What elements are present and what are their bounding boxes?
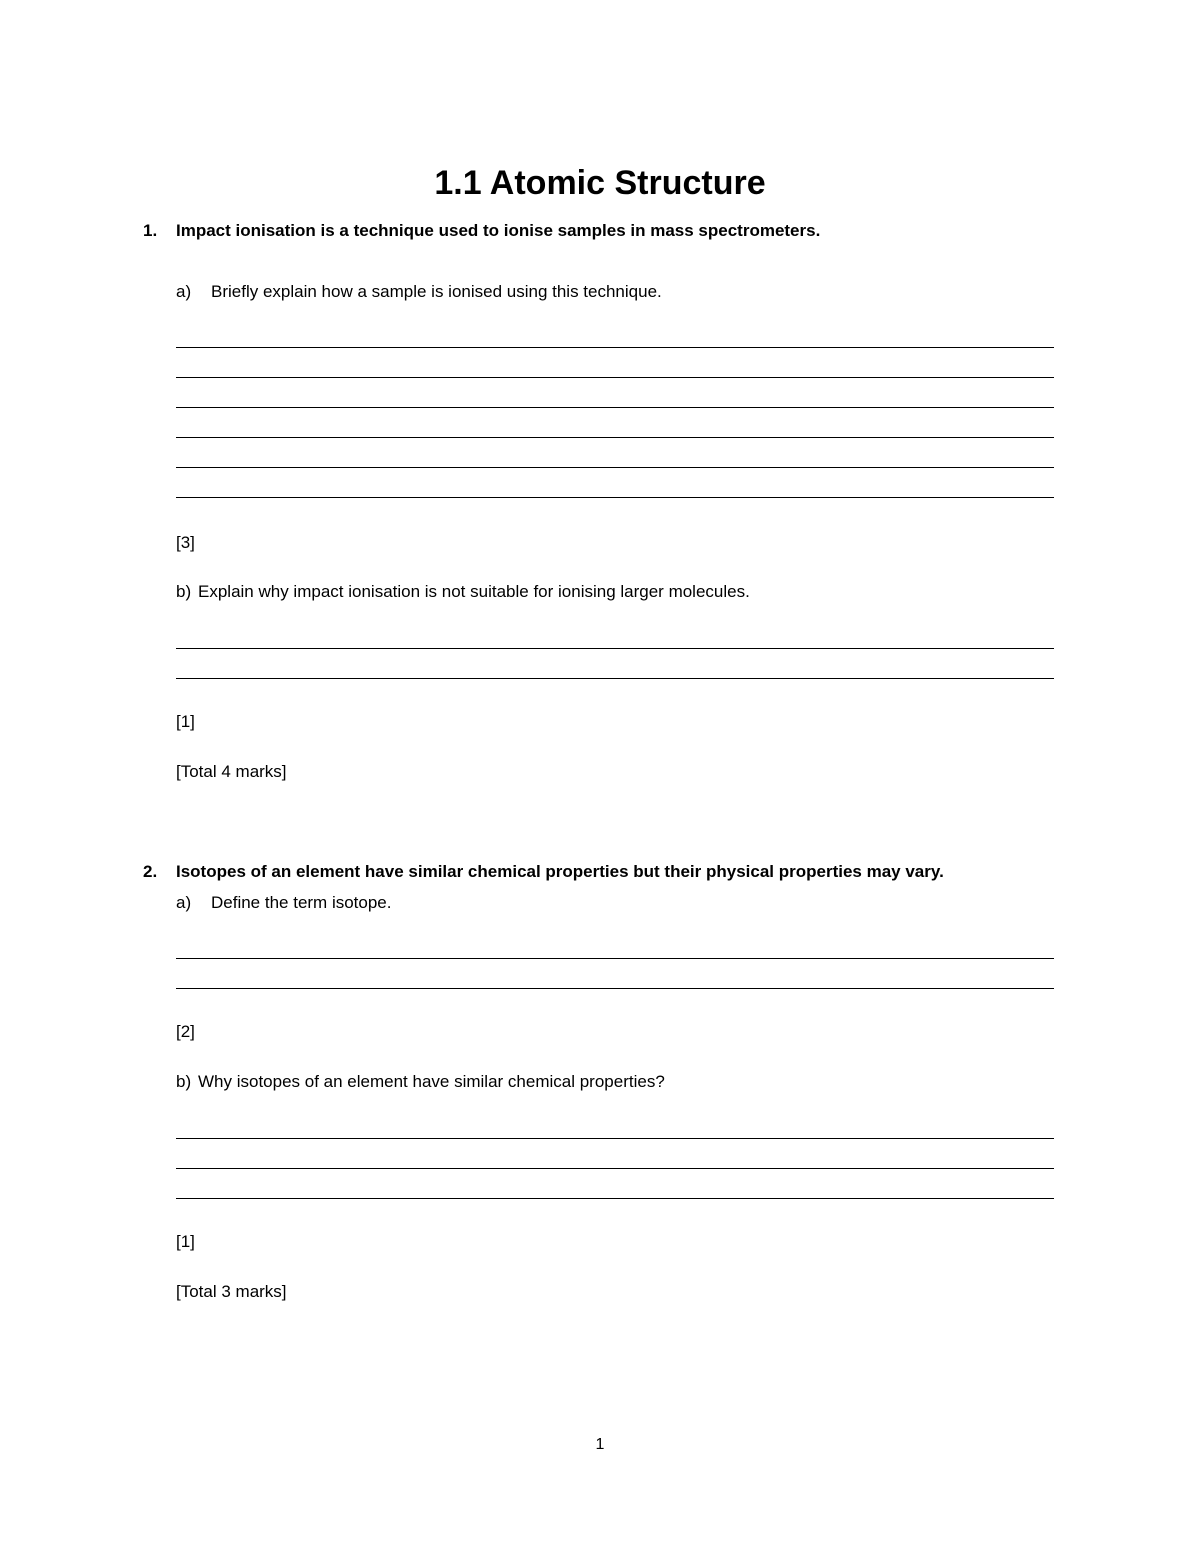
part-label: b) xyxy=(176,1072,192,1091)
answer-line[interactable] xyxy=(176,988,1054,989)
answer-line[interactable] xyxy=(176,347,1054,348)
page-number: 1 xyxy=(595,1436,605,1453)
answer-line[interactable] xyxy=(176,958,1054,959)
part-label: a) xyxy=(176,282,192,301)
answer-line[interactable] xyxy=(176,467,1054,468)
total-marks: [Total 4 marks] xyxy=(176,762,287,781)
question-stem: Isotopes of an element have similar chemical properties but their physical properties may vary. xyxy=(176,862,944,881)
part-label: b) xyxy=(176,582,192,601)
part-label: a) xyxy=(176,893,192,912)
answer-line[interactable] xyxy=(176,1198,1054,1199)
question-number: 2. xyxy=(143,862,158,881)
part-text: Briefly explain how a sample is ionised using this technique. xyxy=(211,282,662,301)
answer-line[interactable] xyxy=(176,437,1054,438)
question-stem: Impact ionisation is a technique used to ionise samples in mass spectrometers. xyxy=(176,221,821,240)
answer-line[interactable] xyxy=(176,1138,1054,1139)
part-text: Why isotopes of an element have similar chemical properties? xyxy=(198,1072,665,1091)
question-number: 1. xyxy=(143,221,158,240)
answer-line[interactable] xyxy=(176,1168,1054,1169)
answer-line[interactable] xyxy=(176,678,1054,679)
marks-label: [1] xyxy=(176,1232,195,1251)
answer-line[interactable] xyxy=(176,648,1054,649)
part-text: Explain why impact ionisation is not suitable for ionising larger molecules. xyxy=(198,582,750,601)
answer-line[interactable] xyxy=(176,497,1054,498)
total-marks: [Total 3 marks] xyxy=(176,1282,287,1301)
page-title: 1.1 Atomic Structure xyxy=(434,164,766,202)
marks-label: [3] xyxy=(176,533,195,552)
answer-line[interactable] xyxy=(176,407,1054,408)
marks-label: [1] xyxy=(176,712,195,731)
marks-label: [2] xyxy=(176,1022,195,1041)
part-text: Define the term isotope. xyxy=(211,893,392,912)
answer-line[interactable] xyxy=(176,377,1054,378)
